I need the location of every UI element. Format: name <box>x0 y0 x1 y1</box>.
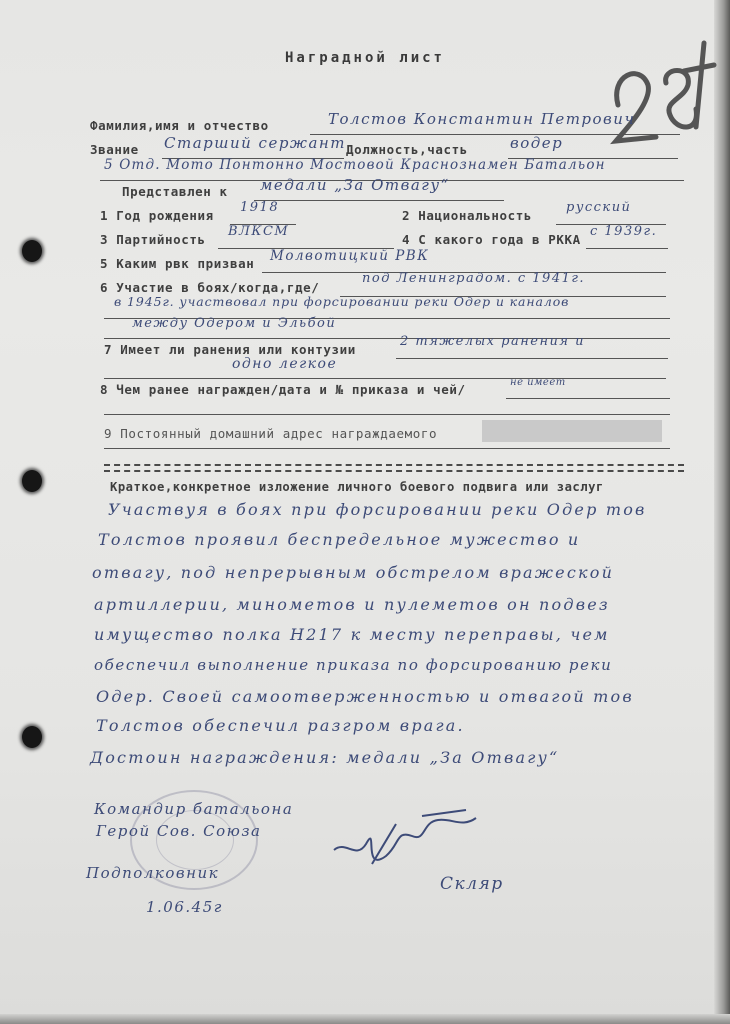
signature-title: Герой Сов. Союза <box>96 822 262 840</box>
underline <box>506 398 670 399</box>
separator <box>104 470 684 472</box>
underline <box>586 248 668 249</box>
corner-number <box>600 35 720 155</box>
summary-line: имущество полка Н217 к месту переправы, чем <box>94 625 610 644</box>
underline <box>104 414 670 415</box>
underline <box>254 200 504 201</box>
wounds-value-1: 2 тяжелых ранения и <box>400 334 586 349</box>
summary-heading: Краткое,конкретное изложение личного боевого подвига или заслуг <box>110 480 604 494</box>
punch-hole <box>22 726 42 748</box>
signature-title: Командир батальона <box>94 800 294 818</box>
presented-value: медали „За Отвагу“ <box>260 176 450 194</box>
summary-line: Достоин награждения: медали „За Отвагу“ <box>90 748 560 767</box>
wounds-value-2: одно легкое <box>232 356 338 372</box>
summary-line: отвагу, под непрерывным обстрелом вражеской <box>92 563 615 582</box>
rkka-value: с 1939г. <box>590 224 658 239</box>
page-title: Наградной лист <box>284 50 445 66</box>
battles-label: 6 Участие в боях/когда,где/ <box>100 280 320 295</box>
fio-value: Толстов Константин Петрович <box>328 110 636 128</box>
underline <box>104 378 666 379</box>
rkka-label: 4 С какого года в РККА <box>402 232 581 247</box>
address-label: 9 Постоянный домашний адрес награждаемого <box>104 426 438 441</box>
rank-label: Звание <box>90 142 139 157</box>
summary-line: обеспечил выполнение приказа по форсированию реки <box>94 656 613 674</box>
underline <box>396 358 668 359</box>
rvk-value: Молвотицкий РВК <box>270 248 430 264</box>
summary-line: Толстов проявил беспредельное мужество и <box>98 530 581 549</box>
post-value: водер <box>510 134 564 152</box>
redacted-address <box>482 420 662 442</box>
separator <box>104 464 684 466</box>
summary-line: Участвуя в боях при форсировании реки Одер тов <box>108 500 647 519</box>
birth-label: 1 Год рождения <box>100 208 214 223</box>
signature-scribble <box>326 800 496 880</box>
page-edge-bottom <box>0 1014 730 1024</box>
summary-line: Толстов обеспечил разгром врага. <box>96 716 465 735</box>
battles-value-2: в 1945г. участвовал при форсировании реки Одер и каналов <box>114 294 570 309</box>
summary-line: Одер. Своей самоотверженностью и отвагой тов <box>96 687 634 706</box>
punch-hole <box>22 240 42 262</box>
nation-label: 2 Национальность <box>402 208 533 223</box>
underline <box>310 134 680 135</box>
awards-label: 8 Чем ранее награжден/дата и № приказа и чей/ <box>100 382 466 397</box>
party-value: ВЛКСМ <box>228 224 290 239</box>
punch-hole <box>22 470 42 492</box>
rvk-label: 5 Каким рвк призван <box>100 256 255 271</box>
rank-value: Старший сержант <box>164 134 347 152</box>
awards-value: не имеет <box>510 377 566 388</box>
unit-value: 5 Отд. Мото Понтонно Мостовой Краснознамен Батальон <box>104 157 606 173</box>
nation-value: русский <box>566 200 632 215</box>
signature-surname: Скляр <box>440 874 504 894</box>
battles-value-3: между Одером и Эльбой <box>132 316 337 331</box>
battles-value-1: под Ленинградом. с 1941г. <box>362 271 586 286</box>
summary-line: артиллерии, минометов и пулеметов он подвез <box>94 595 610 614</box>
post-label: Должность,часть <box>346 142 468 157</box>
party-label: 3 Партийность <box>100 232 206 247</box>
signature-date: 1.06.45г <box>146 898 223 916</box>
wounds-label: 7 Имеет ли ранения или контузии <box>104 342 356 357</box>
fio-label: Фамилия,имя и отчество <box>90 118 269 133</box>
underline <box>104 448 670 449</box>
birth-value: 1918 <box>240 200 280 215</box>
presented-label: Представлен к <box>122 184 228 199</box>
underline <box>104 338 670 339</box>
signature-rank: Подполковник <box>86 864 220 882</box>
